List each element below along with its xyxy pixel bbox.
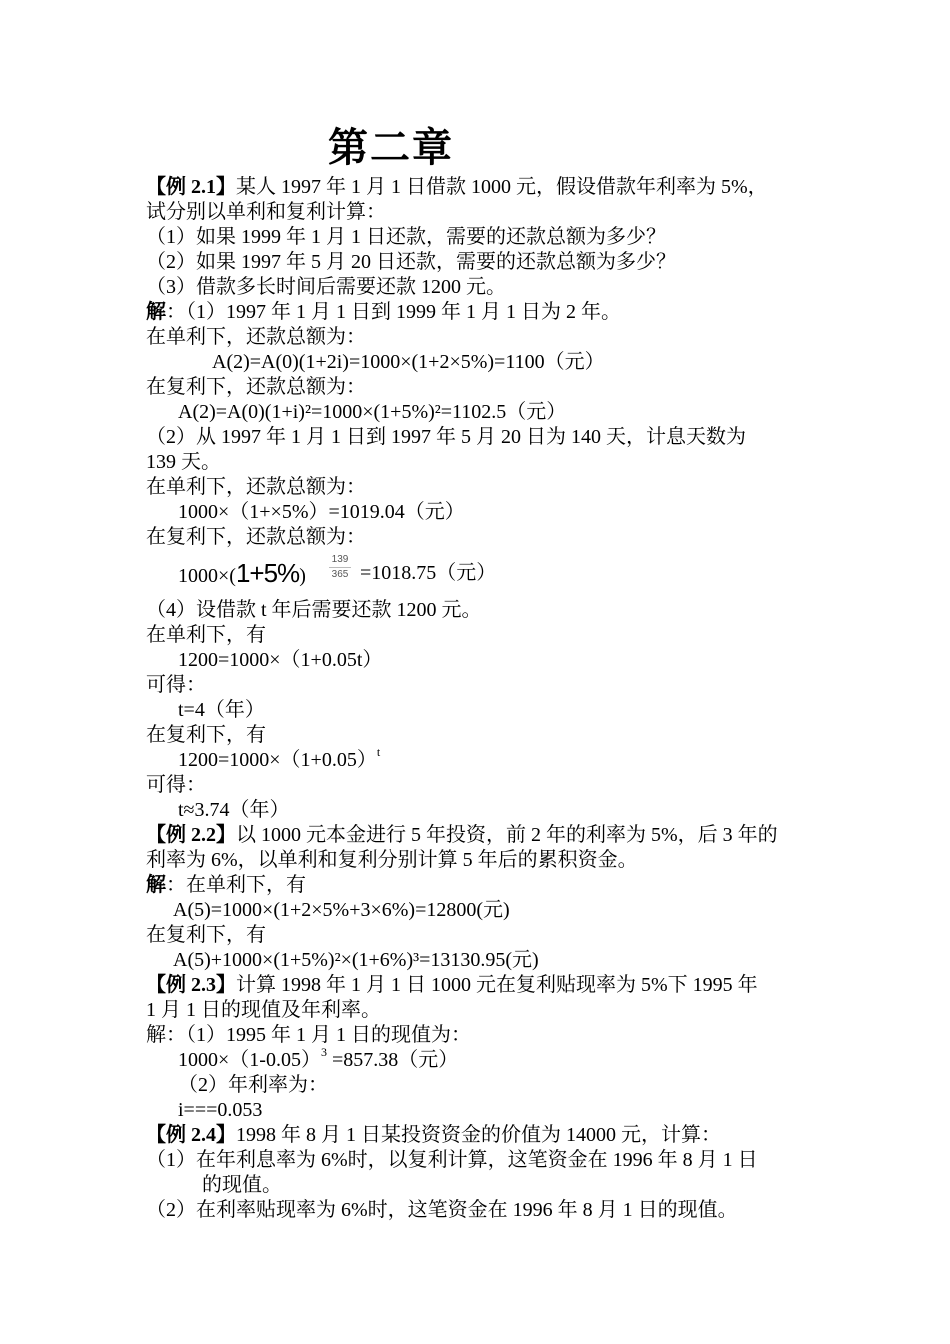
equation: A(5)+1000×(1+5%)²×(1+6%)³=13130.95(元) [173,949,539,971]
solution-tag: 解 [146,301,166,323]
equation [178,1045,459,1075]
example-text: 某人 1997 年 1 月 1 日借款 1000 元，假设借款年利率为 5%， [236,176,768,198]
equation: 1000×（1+×5%）=1019.04（元） [178,501,465,523]
example-2-2-heading [146,823,778,848]
example-2-1-heading [146,175,768,200]
text-line: 在单利下，还款总额为： [146,326,366,348]
question-2: （2）在利率贴现率为 6%时，这笔资金在 1996 年 8 月 1 日的现值。 [146,1199,738,1221]
equation-part: ( [229,565,236,587]
solution-tag: 解 [146,874,166,896]
solution-line [146,300,621,325]
example-2-3-heading [146,973,758,998]
equation-part: 1+5% [235,558,300,588]
example-tag: 【例 2.3】 [146,974,236,996]
text-line: 在复利下，有 [146,924,266,946]
example-text: 以 1000 元本金进行 5 年投资，前 2 年的利率为 5%，后 3 年的 [236,824,778,846]
equation [178,745,381,775]
equation: A(2)=A(0)(1+i)²=1000×(1+5%)²=1102.5（元） [178,401,567,423]
fraction-bar [329,567,351,568]
text-line: 可得： [146,674,206,696]
exponent-fraction [329,554,351,581]
solution-text: ：（1）1997 年 1 月 1 日到 1999 年 1 月 1 日为 2 年。 [166,301,621,323]
example-text: 计算 1998 年 1 月 1 日 1000 元在复利贴现率为 5%下 1995 年 [236,974,758,996]
text-line: 可得： [146,774,206,796]
text-line: 在复利下，有 [146,724,266,746]
text-line: 在复利下，还款总额为： [146,526,366,548]
equation: 1200=1000×（1+0.05t） [178,649,383,671]
text-line: （4）设借款 t 年后需要还款 1200 元。 [146,599,482,621]
exponent: 3 [320,1045,327,1059]
exponent: t [376,745,381,759]
text-line: 139 天。 [146,451,221,473]
equation: A(5)=1000×(1+2×5%+3×6%)=12800(元) [173,899,510,921]
example-tag: 【例 2.2】 [146,824,236,846]
equation: t=4（年） [178,699,265,721]
text-line: 在单利下，还款总额为： [146,476,366,498]
chapter-title: 第二章 [328,125,454,170]
example-2-4-heading [146,1123,721,1148]
equation-part: ) [299,565,306,587]
example-tag: 【例 2.4】 [146,1124,236,1146]
text-line: 在单利下，有 [146,624,266,646]
text-line: 试分别以单利和复利计算： [146,201,386,223]
equation-part: =857.38（元） [326,1049,459,1071]
question-3: （3）借款多长时间后需要还款 1200 元。 [146,276,506,298]
equation-compound-fraction [178,558,306,589]
question-1: （1）在年利息率为 6%时，以复利计算，这笔资金在 1996 年 8 月 1 日 [146,1149,758,1171]
text-line: 利率为 6%，以单利和复利分别计算 5 年后的累积资金。 [146,849,638,871]
text-line: 1 月 1 日的现值及年利率。 [146,999,381,1021]
equation: t≈3.74（年） [178,799,290,821]
example-tag: 【例 2.1】 [146,176,236,198]
question-1: （1）如果 1999 年 1 月 1 日还款，需要的还款总额为多少？ [146,226,666,248]
equation: A(2)=A(0)(1+2i)=1000×(1+2×5%)=1100（元） [212,351,605,373]
equation-result: =1018.75（元） [360,562,497,584]
equation-part: 1200=1000×（1+0.05） [178,749,377,771]
equation: i===0.053 [178,1099,263,1121]
solution-text: ：在单利下，有 [166,874,306,896]
solution-line [146,873,306,898]
equation-part: 1000×（1-0.05） [178,1049,321,1071]
example-text: 1998 年 8 月 1 日某投资资金的价值为 14000 元，计算： [236,1124,721,1146]
fraction-denominator: 365 [331,569,349,580]
text-line: （2）年利率为： [178,1074,328,1096]
question-2: （2）如果 1997 年 5 月 20 日还款，需要的还款总额为多少？ [146,251,676,273]
text-line: （2）从 1997 年 1 月 1 日到 1997 年 5 月 20 日为 140 天，计息天数为 [146,426,746,448]
equation-part: 1000× [178,565,230,587]
text-line: 的现值。 [202,1174,282,1196]
fraction-numerator: 139 [331,554,349,565]
solution-line: 解：（1）1995 年 1 月 1 日的现值为： [146,1024,471,1046]
text-line: 在复利下，还款总额为： [146,376,366,398]
